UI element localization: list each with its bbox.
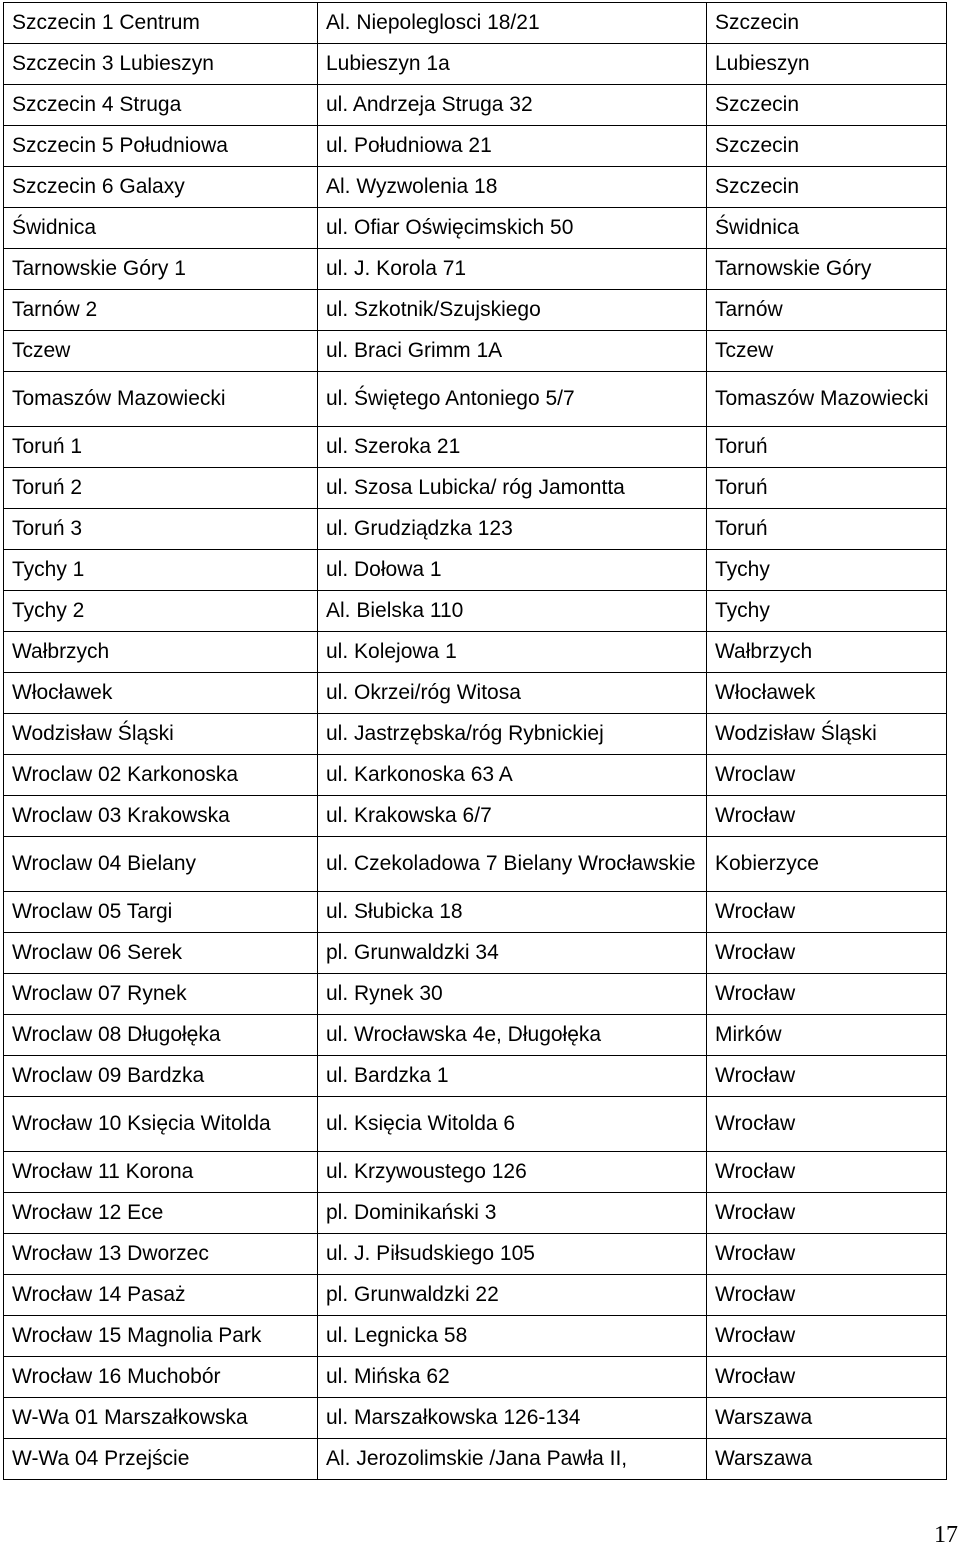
city-cell: Włocławek <box>707 673 947 714</box>
store-name-cell: Wrocław 11 Korona <box>4 1152 318 1193</box>
city-cell: Szczecin <box>707 167 947 208</box>
table-row <box>4 632 947 673</box>
address-cell: ul. Okrzei/róg Witosa <box>318 673 707 714</box>
city-cell: Wrocław <box>707 1316 947 1357</box>
address-cell: Al. Jerozolimskie /Jana Pawła II, <box>318 1439 707 1480</box>
address-cell: ul. Dołowa 1 <box>318 550 707 591</box>
address-cell: Lubieszyn 1a <box>318 44 707 85</box>
table-row <box>4 44 947 85</box>
table-row <box>4 755 947 796</box>
address-cell: ul. Słubicka 18 <box>318 892 707 933</box>
table-row <box>4 3 947 44</box>
city-cell: Toruń <box>707 468 947 509</box>
table-row <box>4 1439 947 1480</box>
table-row <box>4 1152 947 1193</box>
address-cell: ul. Świętego Antoniego 5/7 <box>318 372 707 427</box>
table-row <box>4 249 947 290</box>
table-row <box>4 550 947 591</box>
city-cell: Wrocław <box>707 1234 947 1275</box>
store-name-cell: Wroclaw 05 Targi <box>4 892 318 933</box>
store-name-cell: Wroclaw 03 Krakowska <box>4 796 318 837</box>
stores-table <box>3 2 947 1480</box>
address-cell: ul. J. Korola 71 <box>318 249 707 290</box>
table-row <box>4 167 947 208</box>
city-cell: Toruń <box>707 509 947 550</box>
city-cell: Mirków <box>707 1015 947 1056</box>
table-row <box>4 1316 947 1357</box>
address-cell: ul. Ofiar Oświęcimskich 50 <box>318 208 707 249</box>
city-cell: Szczecin <box>707 3 947 44</box>
store-name-cell: Wrocław 12 Ece <box>4 1193 318 1234</box>
store-name-cell: W-Wa 04 Przejście <box>4 1439 318 1480</box>
address-cell: pl. Grunwaldzki 22 <box>318 1275 707 1316</box>
address-cell: ul. Mińska 62 <box>318 1357 707 1398</box>
table-row <box>4 1398 947 1439</box>
store-name-cell: Wrocław 15 Magnolia Park <box>4 1316 318 1357</box>
city-cell: Wrocław <box>707 1357 947 1398</box>
table-row <box>4 208 947 249</box>
table-row <box>4 933 947 974</box>
table-row <box>4 591 947 632</box>
store-name-cell: Szczecin 6 Galaxy <box>4 167 318 208</box>
table-row <box>4 509 947 550</box>
table-row <box>4 837 947 892</box>
store-name-cell: Tczew <box>4 331 318 372</box>
city-cell: Wodzisław Śląski <box>707 714 947 755</box>
address-cell: ul. Jastrzębska/róg Rybnickiej <box>318 714 707 755</box>
table-row <box>4 126 947 167</box>
store-name-cell: Wrocław 14 Pasaż <box>4 1275 318 1316</box>
city-cell: Wrocław <box>707 796 947 837</box>
address-cell: ul. Szosa Lubicka/ róg Jamontta <box>318 468 707 509</box>
address-cell: ul. Legnicka 58 <box>318 1316 707 1357</box>
table-row <box>4 714 947 755</box>
address-cell: ul. J. Piłsudskiego 105 <box>318 1234 707 1275</box>
store-name-cell: Szczecin 1 Centrum <box>4 3 318 44</box>
store-name-cell: Szczecin 3 Lubieszyn <box>4 44 318 85</box>
store-name-cell: Toruń 1 <box>4 427 318 468</box>
address-cell: ul. Marszałkowska 126-134 <box>318 1398 707 1439</box>
table-row <box>4 1275 947 1316</box>
store-name-cell: Wrocław 10 Księcia Witolda <box>4 1097 318 1152</box>
city-cell: Warszawa <box>707 1439 947 1480</box>
store-name-cell: Wodzisław Śląski <box>4 714 318 755</box>
city-cell: Tychy <box>707 550 947 591</box>
store-name-cell: Wrocław 16 Muchobór <box>4 1357 318 1398</box>
city-cell: Warszawa <box>707 1398 947 1439</box>
page-number: 17 <box>934 1522 958 1548</box>
city-cell: Lubieszyn <box>707 44 947 85</box>
store-name-cell: Toruń 3 <box>4 509 318 550</box>
store-name-cell: Tychy 2 <box>4 591 318 632</box>
city-cell: Wrocław <box>707 1056 947 1097</box>
address-cell: pl. Grunwaldzki 34 <box>318 933 707 974</box>
city-cell: Wrocław <box>707 1193 947 1234</box>
table-row <box>4 331 947 372</box>
address-cell: ul. Szkotnik/Szujskiego <box>318 290 707 331</box>
city-cell: Szczecin <box>707 85 947 126</box>
address-cell: ul. Grudziądzka 123 <box>318 509 707 550</box>
store-name-cell: Wroclaw 08 Długołęka <box>4 1015 318 1056</box>
store-name-cell: Wroclaw 07 Rynek <box>4 974 318 1015</box>
city-cell: Wrocław <box>707 1275 947 1316</box>
city-cell: Wrocław <box>707 1152 947 1193</box>
city-cell: Tarnowskie Góry <box>707 249 947 290</box>
city-cell: Kobierzyce <box>707 837 947 892</box>
address-cell: ul. Bardzka 1 <box>318 1056 707 1097</box>
address-cell: ul. Księcia Witolda 6 <box>318 1097 707 1152</box>
store-name-cell: W-Wa 01 Marszałkowska <box>4 1398 318 1439</box>
city-cell: Wrocław <box>707 1097 947 1152</box>
city-cell: Wrocław <box>707 974 947 1015</box>
store-name-cell: Wrocław 13 Dworzec <box>4 1234 318 1275</box>
store-name-cell: Tarnowskie Góry 1 <box>4 249 318 290</box>
store-name-cell: Wroclaw 06 Serek <box>4 933 318 974</box>
store-name-cell: Tychy 1 <box>4 550 318 591</box>
store-name-cell: Wałbrzych <box>4 632 318 673</box>
address-cell: ul. Andrzeja Struga 32 <box>318 85 707 126</box>
store-name-cell: Wroclaw 09 Bardzka <box>4 1056 318 1097</box>
table-row <box>4 673 947 714</box>
table-row <box>4 1097 947 1152</box>
table-row <box>4 1056 947 1097</box>
table-row <box>4 468 947 509</box>
store-name-cell: Tarnów 2 <box>4 290 318 331</box>
table-row <box>4 1357 947 1398</box>
address-cell: ul. Kolejowa 1 <box>318 632 707 673</box>
address-cell: pl. Dominikański 3 <box>318 1193 707 1234</box>
table-row <box>4 974 947 1015</box>
table-row <box>4 1015 947 1056</box>
store-name-cell: Toruń 2 <box>4 468 318 509</box>
table-row <box>4 372 947 427</box>
address-cell: Al. Wyzwolenia 18 <box>318 167 707 208</box>
store-name-cell: Szczecin 4 Struga <box>4 85 318 126</box>
store-name-cell: Tomaszów Mazowiecki <box>4 372 318 427</box>
address-cell: Al. Niepoleglosci 18/21 <box>318 3 707 44</box>
table-row <box>4 1234 947 1275</box>
store-name-cell: Świdnica <box>4 208 318 249</box>
city-cell: Tczew <box>707 331 947 372</box>
city-cell: Tychy <box>707 591 947 632</box>
address-cell: ul. Braci Grimm 1A <box>318 331 707 372</box>
table-row <box>4 85 947 126</box>
store-name-cell: Wroclaw 02 Karkonoska <box>4 755 318 796</box>
address-cell: ul. Południowa 21 <box>318 126 707 167</box>
address-cell: ul. Karkonoska 63 A <box>318 755 707 796</box>
city-cell: Toruń <box>707 427 947 468</box>
store-name-cell: Szczecin 5 Południowa <box>4 126 318 167</box>
city-cell: Wrocław <box>707 933 947 974</box>
table-row <box>4 796 947 837</box>
city-cell: Wałbrzych <box>707 632 947 673</box>
address-cell: Al. Bielska 110 <box>318 591 707 632</box>
store-name-cell: Włocławek <box>4 673 318 714</box>
address-cell: ul. Szeroka 21 <box>318 427 707 468</box>
city-cell: Tomaszów Mazowiecki <box>707 372 947 427</box>
address-cell: ul. Krzywoustego 126 <box>318 1152 707 1193</box>
table-row <box>4 290 947 331</box>
city-cell: Wroclaw <box>707 755 947 796</box>
table-row <box>4 427 947 468</box>
store-name-cell: Wroclaw 04 Bielany <box>4 837 318 892</box>
address-cell: ul. Wrocławska 4e, Długołęka <box>318 1015 707 1056</box>
address-cell: ul. Krakowska 6/7 <box>318 796 707 837</box>
table-row <box>4 892 947 933</box>
city-cell: Wrocław <box>707 892 947 933</box>
city-cell: Szczecin <box>707 126 947 167</box>
address-cell: ul. Rynek 30 <box>318 974 707 1015</box>
city-cell: Świdnica <box>707 208 947 249</box>
address-cell: ul. Czekoladowa 7 Bielany Wrocławskie <box>318 837 707 892</box>
city-cell: Tarnów <box>707 290 947 331</box>
table-row <box>4 1193 947 1234</box>
